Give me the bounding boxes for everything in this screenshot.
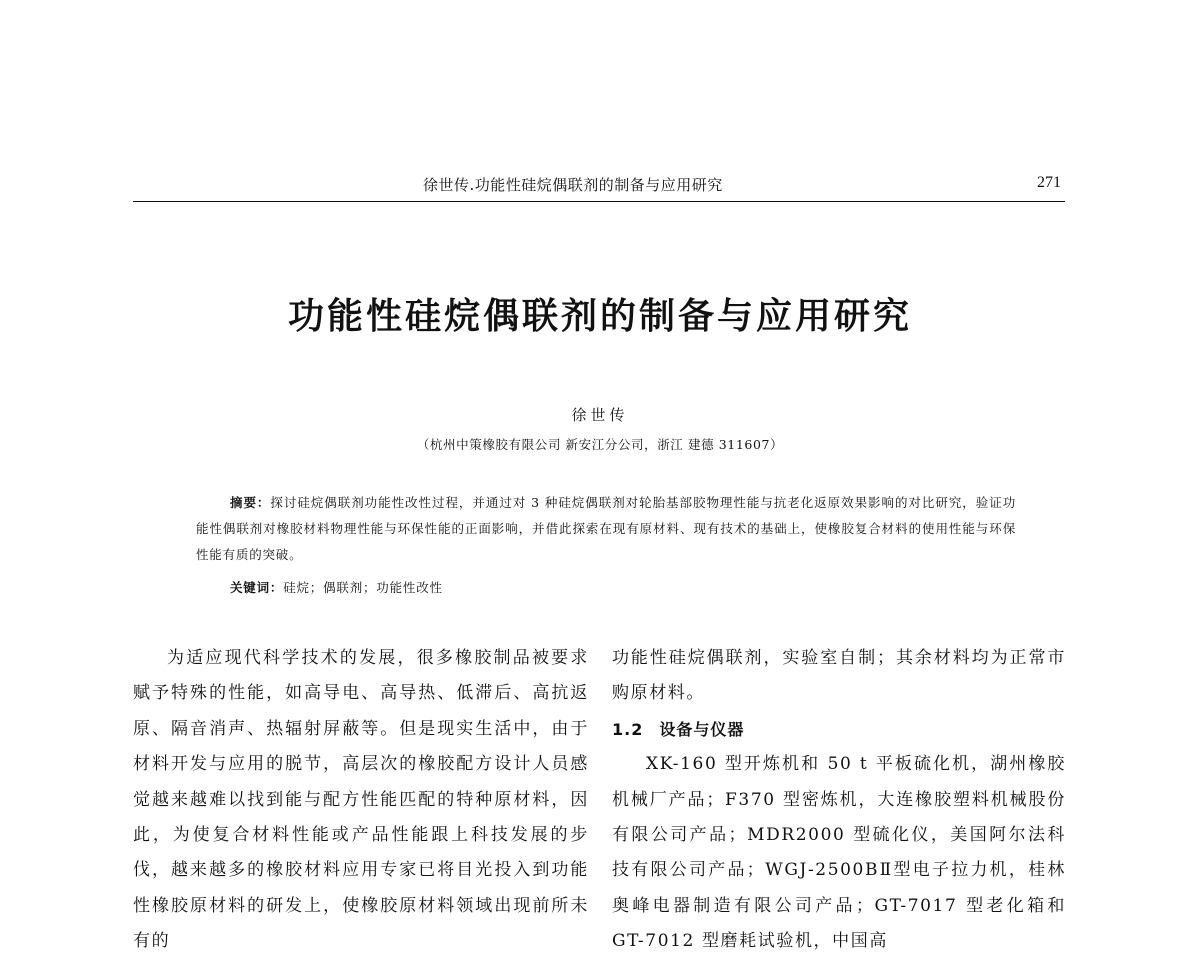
body-column-left [133, 641, 589, 960]
abstract-text: 探讨硅烷偶联剂功能性改性过程，并通过对 3 种硅烷偶联剂对轮胎基部胶物理性能与抗老化返原效果影响的对比研究，验证功能性偶联剂对橡胶材料物理性能与环保性能的正面影响，并借此探索在现有原材料、现有技术的基础上，使橡胶复合材料的使用性能与环保性能有质的突破。 [196, 495, 1016, 562]
section-heading [612, 712, 1066, 747]
header-divider [133, 201, 1065, 202]
author-name: 徐世传 [571, 406, 629, 424]
keywords-label: 关键词： [230, 580, 284, 595]
running-header [133, 170, 1065, 200]
abstract [196, 490, 1016, 568]
author-affiliation: （杭州中策橡胶有限公司 新安江分公司，浙江 建德 311607） [416, 437, 784, 452]
equipment-paragraph: XK-160 型开炼机和 50 t 平板硫化机，湖州橡胶机械厂产品；F370 型密炼机，大连橡胶塑料机械股份有限公司产品；MDR2000 型硫化仪，美国阿尔法科技有限公司产品；WGJ-2500BⅡ型电子拉力机，桂林奥峰电器制造有限公司产品；GT-7017 型老化箱和 GT-7012 型磨耗试验机，中国高 [612, 754, 1066, 952]
keywords-text: 硅烷；偶联剂；功能性改性 [283, 580, 443, 595]
abstract-paragraph [196, 490, 1016, 568]
keywords [230, 578, 443, 596]
running-title: 徐世传.功能性硅烷偶联剂的制备与应用研究 [423, 176, 723, 194]
abstract-label: 摘要： [230, 495, 271, 510]
body-column-right [612, 641, 1066, 960]
section-number: 1.2 [612, 719, 644, 739]
section-title: 设备与仪器 [659, 719, 745, 739]
page-number: 271 [1037, 174, 1061, 191]
intro-paragraph: 为适应现代科学技术的发展，很多橡胶制品被要求赋予特殊的性能，如高导电、高导热、低滞后、高抗返原、隔音消声、热辐射屏蔽等。但是现实生活中，由于材料开发与应用的脱节，高层次的橡胶配方设计人员感觉越来越难以找到能与配方性能匹配的特种原材料，因此，为使复合材料性能或产品性能跟上科技发展的步伐，越来越多的橡胶材料应用专家已将目光投入到功能性橡胶原材料的研发上，使橡胶原材料领域出现前所未有的 [133, 648, 589, 952]
paper-title: 功能性硅烷偶联剂的制备与应用研究 [287, 296, 912, 337]
materials-paragraph: 功能性硅烷偶联剂，实验室自制；其余材料均为正常市购原材料。 [612, 648, 1066, 704]
